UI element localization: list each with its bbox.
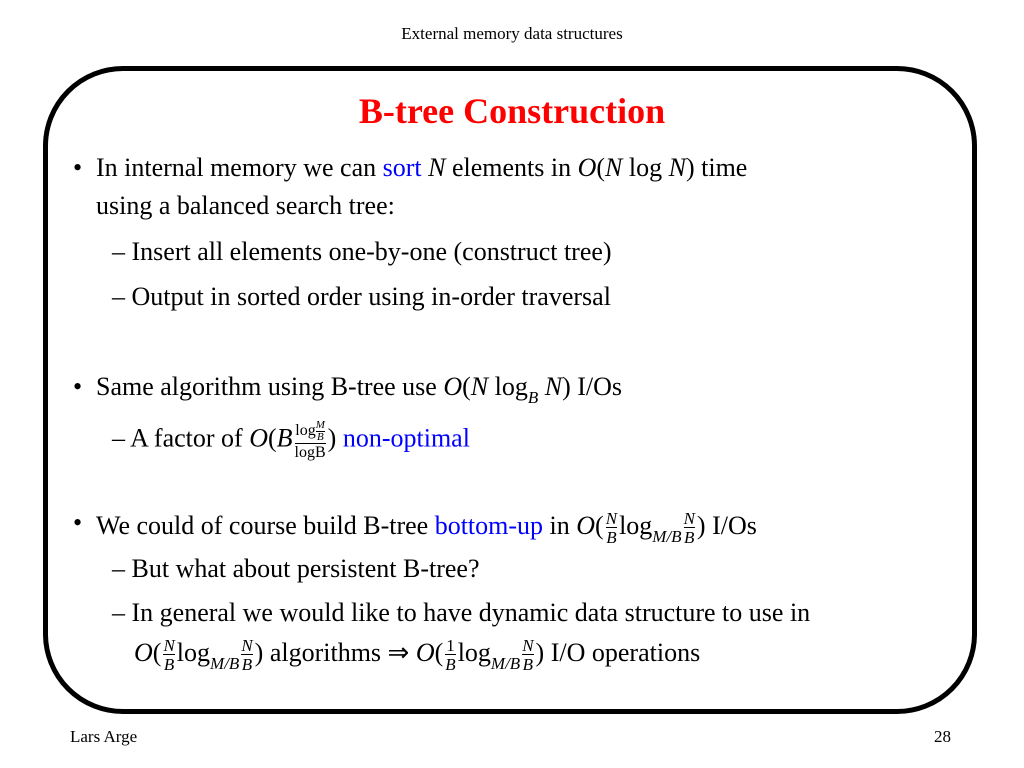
text: Output in sorted order using in-order traversal xyxy=(131,282,611,311)
math-b: B xyxy=(276,423,293,453)
numerator: N xyxy=(683,509,695,528)
math-log: log xyxy=(619,510,653,540)
text: But what about persistent B-tree? xyxy=(131,554,480,583)
m-over-b xyxy=(316,420,325,443)
text: Same algorithm using B-tree use xyxy=(96,372,444,401)
math-log: log xyxy=(622,153,669,182)
sub-bullet-3-1 xyxy=(112,556,480,582)
text: algorithms xyxy=(263,637,388,667)
math-fraction-n-over-b xyxy=(522,637,533,673)
math-log: log xyxy=(457,637,491,667)
math-sub-m-over-b: M/B xyxy=(652,526,682,546)
text: in xyxy=(543,510,577,540)
math-fraction-n-over-b xyxy=(163,637,174,673)
text: I/O operations xyxy=(544,637,701,667)
paren-close: ) xyxy=(535,637,545,667)
text: In internal memory we can xyxy=(96,153,383,182)
math-o: O xyxy=(577,153,597,182)
math-fraction xyxy=(295,420,326,461)
text: elements in xyxy=(445,153,578,182)
paren-close: ) xyxy=(562,372,571,401)
math-log: log xyxy=(176,637,211,667)
math-fraction-one-over-b xyxy=(445,637,455,673)
dash-marker: – xyxy=(112,423,125,453)
paren-close: ) xyxy=(696,510,706,540)
dash-marker: – xyxy=(112,282,125,311)
dash-marker: – xyxy=(112,554,125,583)
bottom-up-keyword: bottom-up xyxy=(434,510,544,540)
numerator: N xyxy=(163,636,175,655)
denominator: B xyxy=(522,655,534,674)
bullet-2-marker: • xyxy=(73,372,83,401)
denominator: B xyxy=(445,655,456,674)
math-fraction-n-over-b xyxy=(606,510,617,546)
math-fraction-n-over-b xyxy=(684,510,695,546)
footer-page-number: 28 xyxy=(934,727,951,746)
text: A factor of xyxy=(130,423,250,453)
text: time xyxy=(694,153,748,182)
sub-bullet-1-2 xyxy=(112,284,611,310)
math-o: O xyxy=(576,510,596,540)
denominator: B xyxy=(163,655,175,674)
non-optimal-keyword: non-optimal xyxy=(342,423,470,453)
math-o: O xyxy=(415,637,435,667)
text: I/Os xyxy=(570,372,623,401)
math-sub-b: B xyxy=(527,388,539,407)
paren-open: ( xyxy=(595,510,604,540)
log-text: log xyxy=(295,422,316,440)
math-sub-m-over-b: M/B xyxy=(490,653,521,673)
math-o: O xyxy=(443,372,463,401)
denominator: B xyxy=(684,528,695,547)
text: I/Os xyxy=(705,510,757,540)
text: Insert all elements one-by-one (construct tree) xyxy=(131,237,612,266)
sub-bullet-2-1 xyxy=(112,420,470,461)
footer-author: Lars Arge xyxy=(70,727,138,746)
text: We could of course build B-tree xyxy=(96,510,435,540)
b: B xyxy=(316,431,324,443)
bullet-2-line xyxy=(96,374,622,406)
math-o: O xyxy=(134,637,153,667)
paren-open: ( xyxy=(267,423,277,453)
math-n: N xyxy=(470,372,489,401)
math-n: N xyxy=(544,372,563,401)
sub-bullet-3-2-formula xyxy=(134,637,700,673)
implies-symbol: ⇒ xyxy=(387,637,410,667)
slide-title: B-tree Construction xyxy=(358,91,666,131)
math-n: N xyxy=(605,153,623,182)
numerator: N xyxy=(605,509,618,528)
m: M xyxy=(315,419,325,431)
bullet-3-line xyxy=(96,510,757,546)
paren-open: ( xyxy=(152,637,162,667)
math-log: log xyxy=(488,372,528,401)
math-o: O xyxy=(249,423,268,453)
bullet-1-line-1 xyxy=(96,155,747,181)
sub-bullet-1-1 xyxy=(112,239,612,265)
numerator: N xyxy=(522,636,534,655)
paren-close: ) xyxy=(685,153,695,182)
bullet-1-line-2: using a balanced search tree: xyxy=(96,191,395,220)
dash-marker: – xyxy=(112,598,125,627)
sub-bullet-3-2 xyxy=(112,600,810,626)
paren-close: ) xyxy=(254,637,264,667)
paren-open: ( xyxy=(434,637,444,667)
bullet-1-marker: • xyxy=(73,153,83,182)
text: In general we would like to have dynamic data structure to use in xyxy=(131,598,811,627)
math-n: N xyxy=(428,153,446,182)
paren-open: ( xyxy=(596,153,606,182)
bullet-3-marker: • xyxy=(73,508,83,537)
denominator: B xyxy=(606,528,617,547)
denominator: B xyxy=(241,655,253,674)
slide-header: External memory data structures xyxy=(401,24,623,43)
fraction-denominator: logB xyxy=(294,444,326,461)
math-n: N xyxy=(668,153,686,182)
sort-keyword: sort xyxy=(382,153,422,182)
math-fraction-n-over-b xyxy=(241,637,252,673)
paren-open: ( xyxy=(462,372,471,401)
fraction-numerator xyxy=(295,420,326,443)
paren-close: ) xyxy=(327,423,337,453)
numerator: 1 xyxy=(446,636,455,655)
dash-marker: – xyxy=(112,237,125,266)
numerator: N xyxy=(241,636,253,655)
math-sub-m-over-b: M/B xyxy=(210,653,240,673)
